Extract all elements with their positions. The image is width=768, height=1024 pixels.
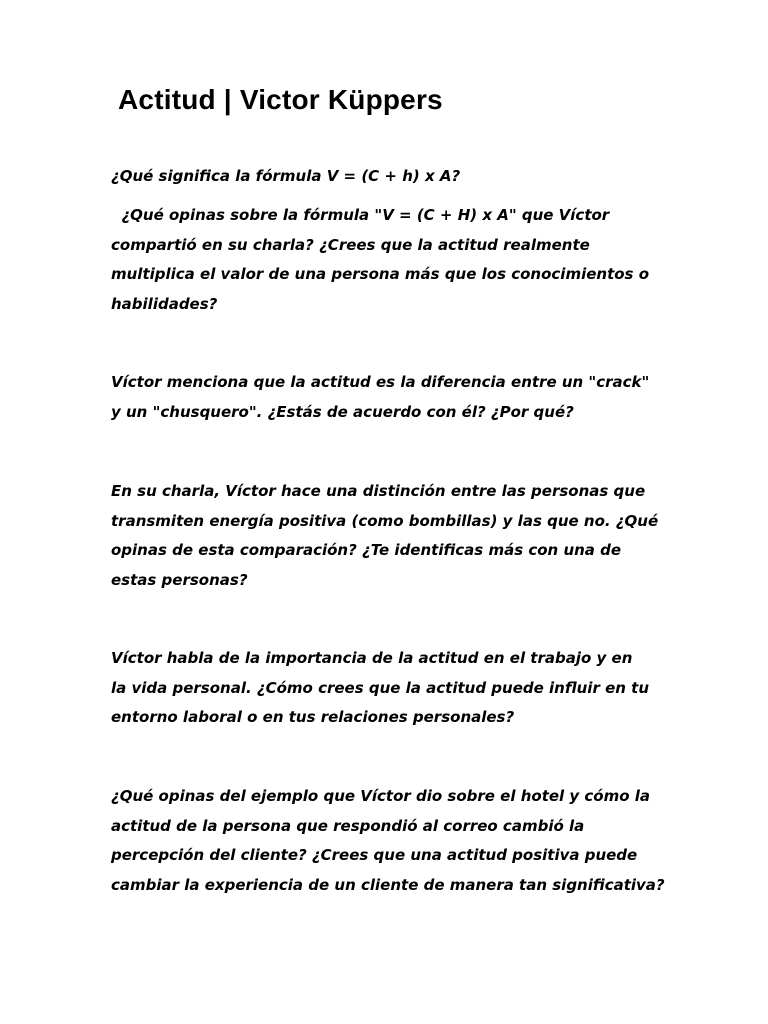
question-3-line-2: y un "chusquero". ¿Estás de acuerdo con él? ¿Por qué? xyxy=(111,402,574,421)
question-3-line-1: Víctor menciona que la actitud es la diferencia entre un "crack" xyxy=(111,373,650,391)
question-2-line-4: habilidades? xyxy=(111,295,218,314)
question-5 xyxy=(111,644,671,733)
question-4-line-4: estas personas? xyxy=(111,571,248,590)
question-6-line-4: cambiar la experiencia de un cliente de manera tan significativa? xyxy=(111,876,665,895)
question-4-line-1: En su charla, Víctor hace una distinción entre las personas que xyxy=(111,482,646,500)
question-1-line-1: ¿Qué significa la fórmula V = (C + h) x A? xyxy=(111,167,461,185)
question-6 xyxy=(111,782,671,901)
question-2-line-3: multiplica el valor de una persona más que los conocimientos o xyxy=(111,265,650,284)
question-3 xyxy=(111,368,671,427)
question-4-line-3: opinas de esta comparación? ¿Te identificas más con una de xyxy=(111,541,622,560)
question-6-line-3: percepción del cliente? ¿Crees que una actitud positiva puede xyxy=(111,846,638,865)
question-6-line-2: actitud de la persona que respondió al correo cambió la xyxy=(111,816,585,835)
question-4-line-2: transmiten energía positiva (como bombillas) y las que no. ¿Qué xyxy=(111,511,659,530)
question-5-line-3: entorno laboral o en tus relaciones personales? xyxy=(111,708,515,727)
document-title: Actitud | Victor Küppers xyxy=(118,84,443,115)
question-2-line-2: compartió en su charla? ¿Crees que la actitud realmente xyxy=(111,235,590,254)
question-5-line-2: la vida personal. ¿Cómo crees que la actitud puede influir en tu xyxy=(111,678,649,697)
question-6-line-1: ¿Qué opinas del ejemplo que Víctor dio sobre el hotel y cómo la xyxy=(111,787,651,805)
question-2 xyxy=(111,201,671,320)
question-2-line-1: ¿Qué opinas sobre la fórmula "V = (C + H) x A" que Víctor xyxy=(111,206,610,224)
question-5-line-1: Víctor habla de la importancia de la actitud en el trabajo y en xyxy=(111,649,633,667)
question-1 xyxy=(111,162,671,192)
question-4 xyxy=(111,477,671,596)
